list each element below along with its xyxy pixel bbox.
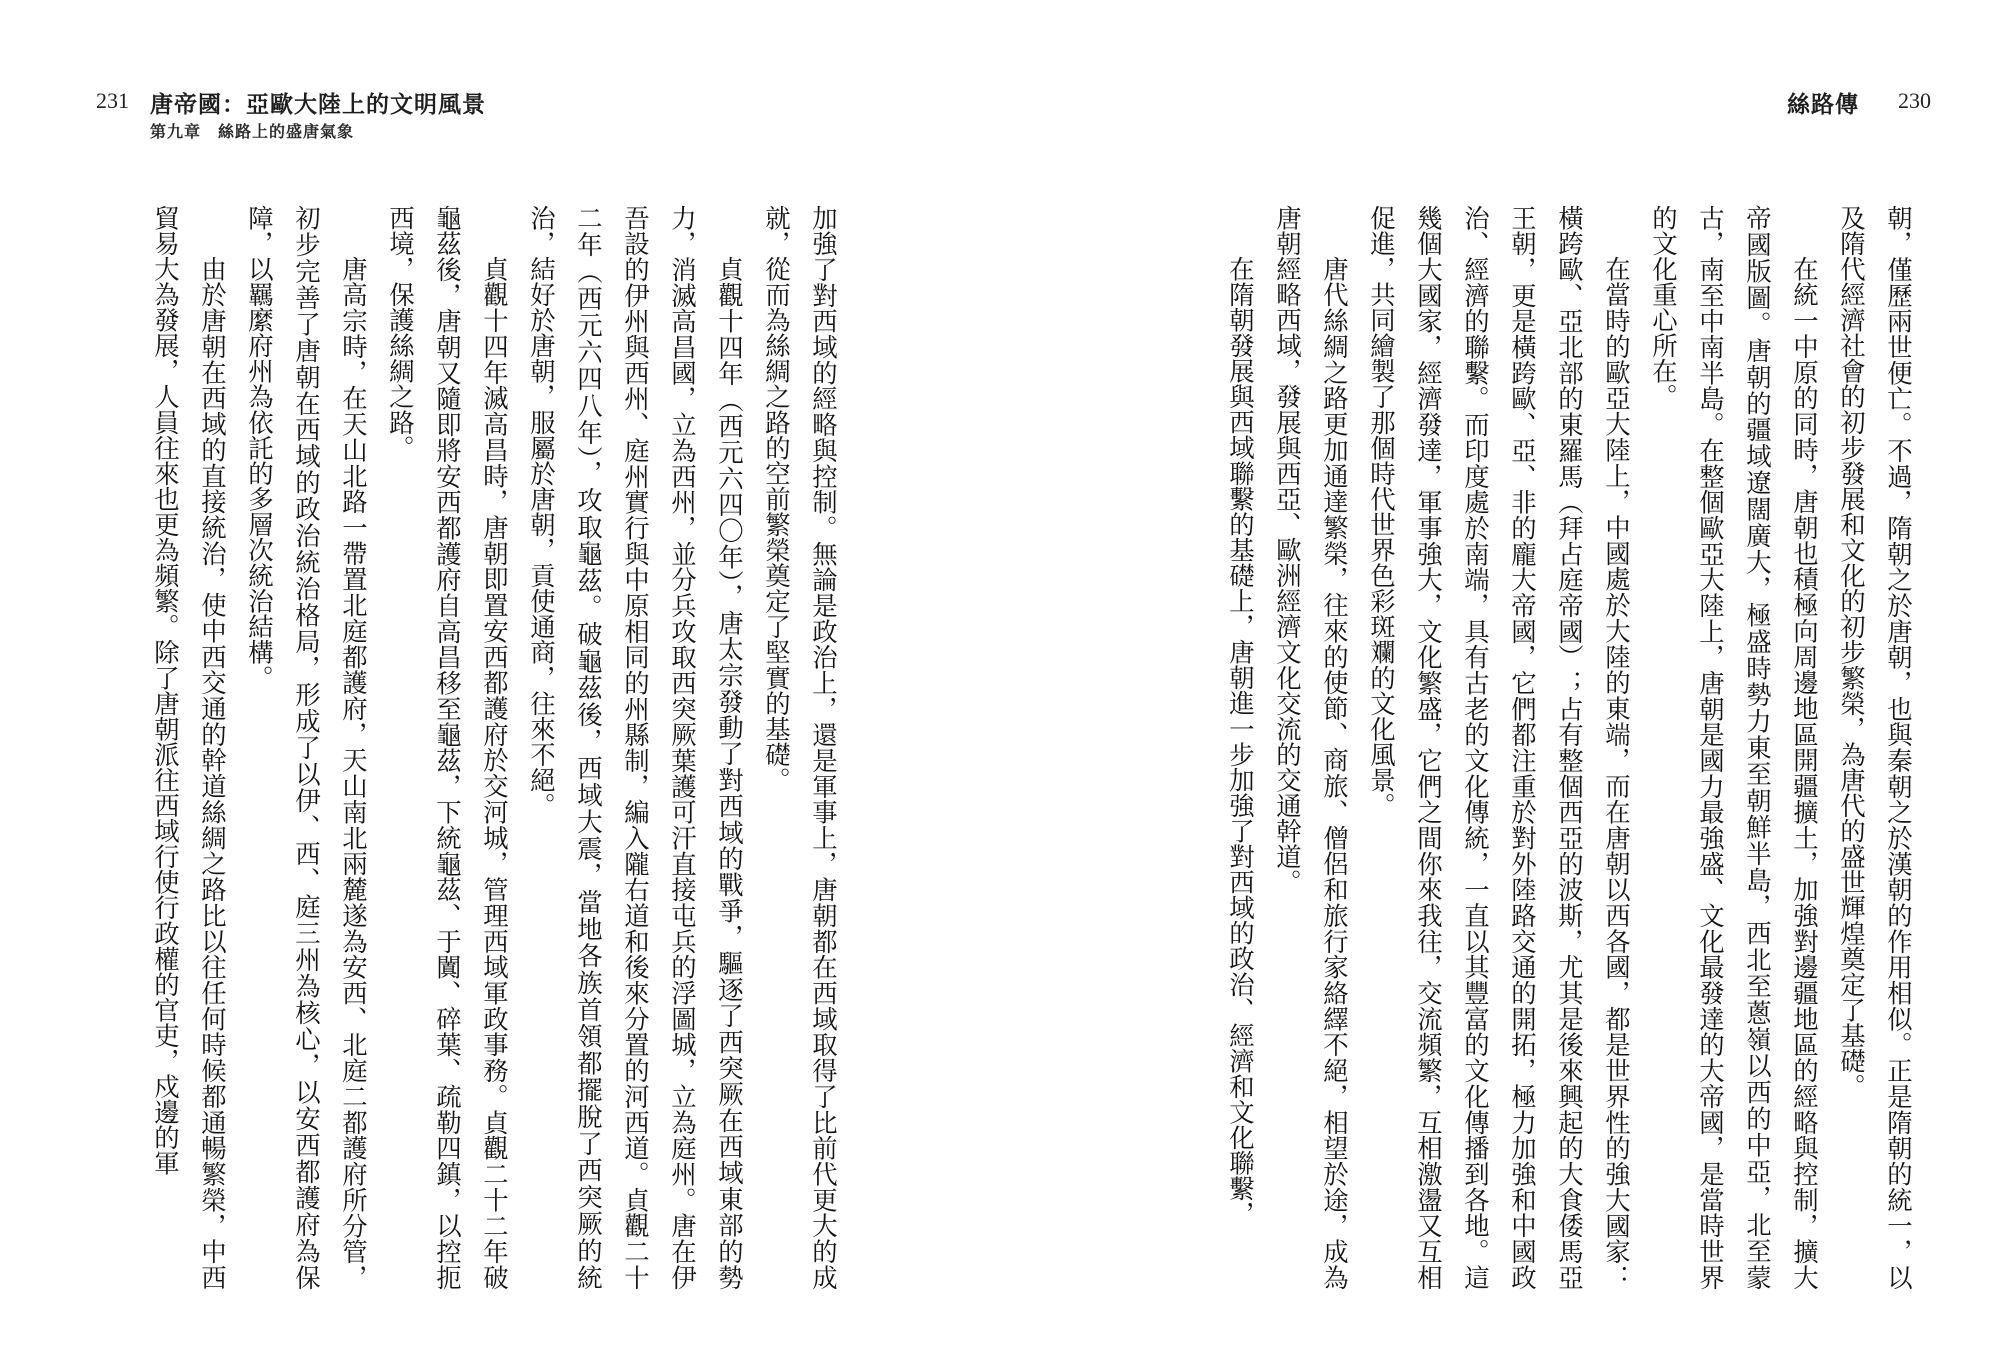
paragraph: 唐高宗時，在天山北路一帶置北庭都護府，天山南北兩麓遂為安西、北庭二都護府所分管，初步完善了唐朝在西域的政治統治格局，形成了以伊、西、庭三州為核心，以安西都護府為保障，以羈縻府州為依託的多層次統治結構。 (245, 205, 369, 1290)
paragraph: 加強了對西域的經略與控制。無論是政治上，還是軍事上，唐朝都在西域取得了比前代更大的成就，從而為絲綢之路的空前繁榮奠定了堅實的基礎。 (762, 205, 839, 1290)
paragraph: 貞觀十四年滅高昌時，唐朝即置安西都護府於交河城，管理西域軍政事務。貞觀二十二年破龜茲後，唐朝又隨即將安西都護府自高昌移至龜茲，下統龜茲、于闐、碎葉、疏勒四鎮，以控扼西境，保護絲綢之路。 (386, 205, 510, 1290)
paragraph: 朝，僅歷兩世便亡。不過，隋朝之於唐朝，也與秦朝之於漢朝的作用相似。正是隋朝的統一，以及隋代經濟社會的初步發展和文化的初步繁榮，為唐代的盛世輝煌奠定了基礎。 (1837, 205, 1914, 1290)
paragraph: 在當時的歐亞大陸上，中國處於大陸的東端，而在唐朝以西各國，都是世界性的強大國家：橫跨歐、亞北部的東羅馬（拜占庭帝國）；占有整個西亞的波斯，尤其是後來興起的大食倭馬亞王朝，更是橫跨歐、亞、非的龐大帝國，它們都注重於對外陸路交通的開拓，極力加強和中國政治、經濟的聯繫。而印度處於南端，具有古老的文化傳統，一直以其豐富的文化傳播到各地。這幾個大國家，經濟發達，軍事強大，文化繁盛，它們之間你來我往，交流頻繁，互相激盪又互相促進，共同繪製了那個時代世界色彩斑斕的文化風景。 (1367, 205, 1632, 1290)
running-head-book-title: 唐帝國：亞歐大陸上的文明風景 (150, 92, 486, 118)
running-head-book-title: 絲路傳 (1787, 92, 1859, 118)
running-head-chapter-title: 第九章 絲路上的盛唐氣象 (150, 122, 355, 141)
page-number: 231 (96, 88, 129, 113)
paragraph: 貞觀十四年（西元六四〇年），唐太宗發動了對西域的戰爭，驅逐了西突厥在西域東部的勢力，消滅高昌國，立為西州，並分兵攻取西突厥葉護可汗直接屯兵的浮圖城，立為庭州。唐在伊吾設的伊州與西州、庭州實行與中原相同的州縣制，編入隴右道和後來分置的河西道。貞觀二十二年（西元六四八年），攻取龜茲。破龜茲後，西域大震，當地各族首領都擺脫了西突厥的統治，結好於唐朝，服屬於唐朝，貢使通商，往來不絕。 (527, 205, 745, 1290)
paragraph: 在統一中原的同時，唐朝也積極向周邊地區開疆擴土，加強對邊疆地區的經略與控制，擴大帝國版圖。唐朝的疆域遼闊廣大，極盛時勢力東至朝鮮半島，西北至蔥嶺以西的中亞，北至蒙古，南至中南半島。在整個歐亞大陸上，唐朝是國力最強盛、文化最發達的大帝國，是當時世界的文化重心所在。 (1649, 205, 1820, 1290)
paragraph: 在隋朝發展與西域聯繫的基礎上，唐朝進一步加強了對西域的政治、經濟和文化聯繫， (1226, 255, 1256, 1227)
body-text-right (1220, 205, 1922, 1290)
right-page (1004, 0, 2008, 1358)
body-text-left (145, 205, 847, 1290)
page-number: 230 (1898, 88, 1931, 113)
paragraph: 唐代絲綢之路更加通達繁榮，往來的使節、商旅、僧侶和旅行家絡繹不絕，相望於途，成為唐朝經略西域，發展與西亞、歐洲經濟文化交流的交通幹道。 (1273, 205, 1350, 1290)
paragraph: 由於唐朝在西域的直接統治，使中西交通的幹道絲綢之路比以往任何時候都通暢繁榮，中西貿易大為發展，人員往來也更為頻繁。除了唐朝派往西域行使行政權的官吏，戍邊的軍 (151, 205, 228, 1290)
